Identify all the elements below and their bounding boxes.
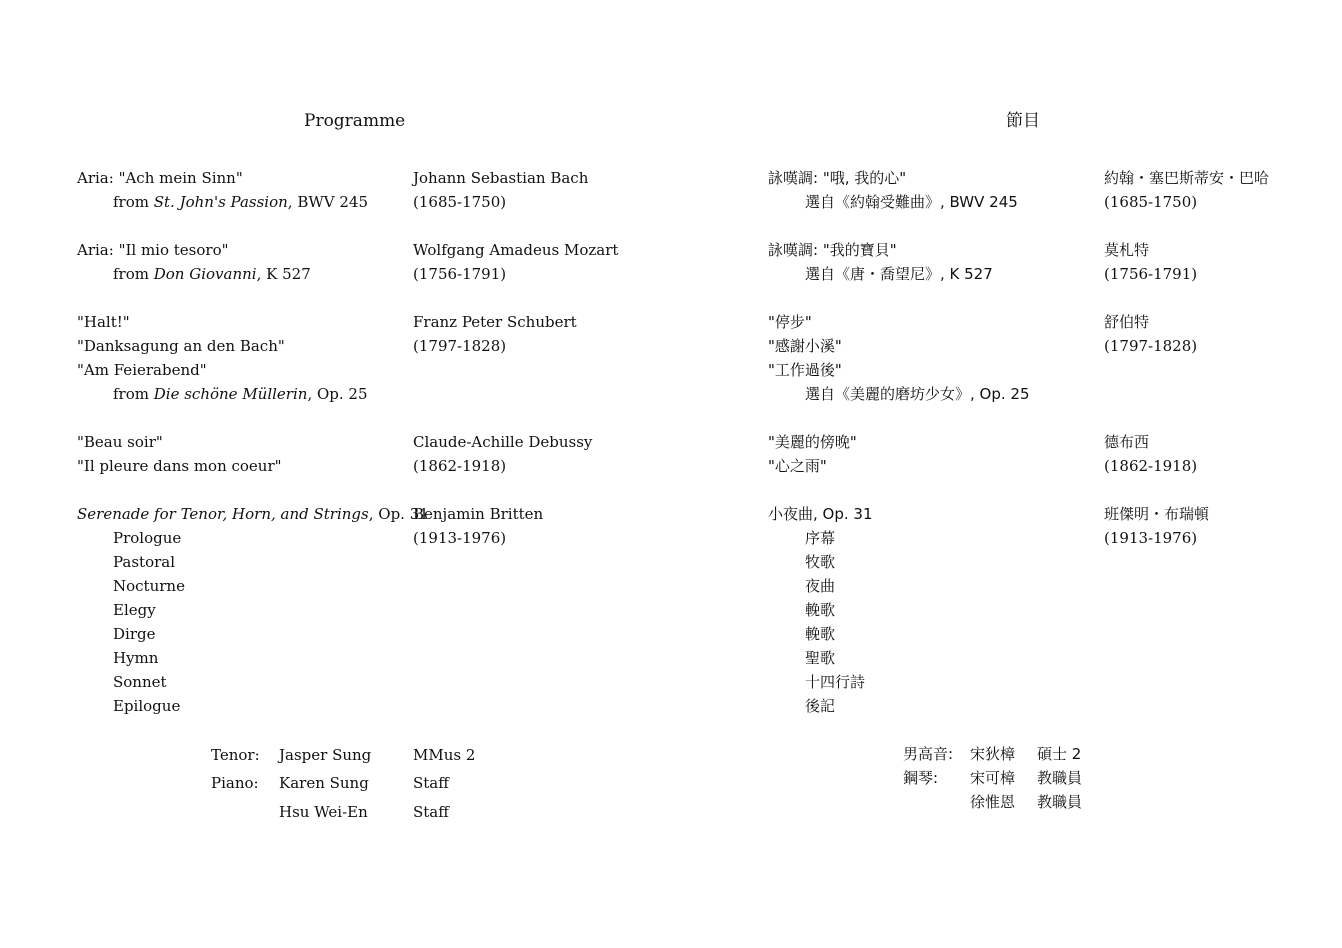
movement-item: Pastoral <box>113 553 176 571</box>
work-britten-title: Serenade for Tenor, Horn, and Strings, Op. 31 <box>77 505 429 523</box>
work-bach-source: from St. John's Passion, BWV 245 <box>113 193 369 211</box>
work-bach-piece: Aria: "Ach mein Sinn" <box>77 169 243 187</box>
movement-item: Hymn <box>113 649 159 667</box>
work-mozart-piece: Aria: "Il mio tesoro" <box>77 241 229 259</box>
composer-mozart-zh: 莫札特 <box>1104 241 1150 259</box>
work-schubert-piece: "Halt!" <box>77 313 130 331</box>
composer-bach-zh: 約翰・塞巴斯蒂安・巴哈 <box>1104 169 1270 187</box>
composer-bach-dates-zh: (1685-1750) <box>1104 193 1198 211</box>
movement-item-zh: 牧歌 <box>805 553 836 571</box>
movement-item: Sonnet <box>113 673 167 691</box>
performer-status: MMus 2 <box>413 746 476 764</box>
performer-role: Tenor: <box>211 746 260 764</box>
movement-item: Epilogue <box>113 697 181 715</box>
work-debussy-piece: "Il pleure dans mon coeur" <box>77 457 282 475</box>
movement-item-zh: 輓歌 <box>805 601 836 619</box>
programme-title: Programme <box>304 111 406 131</box>
work-bach-piece-zh: 詠嘆調: "哦, 我的心" <box>768 169 907 187</box>
movement-item: Elegy <box>113 601 156 619</box>
composer-schubert-dates-zh: (1797-1828) <box>1104 337 1198 355</box>
composer-debussy-dates: (1862-1918) <box>413 457 507 475</box>
performer-status-zh: 教職員 <box>1037 793 1083 811</box>
movement-item-zh: 後記 <box>805 697 836 715</box>
work-mozart-source: from Don Giovanni, K 527 <box>113 265 311 283</box>
composer-britten-zh: 班傑明・布瑞頓 <box>1104 505 1210 523</box>
performer-role: Piano: <box>211 774 259 792</box>
performer-role-zh: 鋼琴: <box>903 769 939 787</box>
movement-item: Prologue <box>113 529 182 547</box>
composer-debussy: Claude-Achille Debussy <box>413 433 593 451</box>
movement-item-zh: 夜曲 <box>805 577 836 595</box>
performer-name: Jasper Sung <box>279 746 372 764</box>
composer-britten: Benjamin Britten <box>413 505 544 523</box>
composer-bach: Johann Sebastian Bach <box>413 169 589 187</box>
composer-schubert-zh: 舒伯特 <box>1104 313 1150 331</box>
composer-schubert-dates: (1797-1828) <box>413 337 507 355</box>
work-debussy-piece-zh: "美麗的傍晚" <box>768 433 857 451</box>
movement-item-zh: 十四行詩 <box>805 673 866 691</box>
composer-debussy-zh: 德布西 <box>1104 433 1150 451</box>
performer-status: Staff <box>413 803 449 821</box>
movement-item: Dirge <box>113 625 156 643</box>
movement-item-zh: 聖歌 <box>805 649 836 667</box>
work-schubert-source-zh: 選自《美麗的磨坊少女》, Op. 25 <box>805 385 1030 403</box>
work-schubert-piece-zh: "工作過後" <box>768 361 842 379</box>
performer-name-zh: 徐惟恩 <box>970 793 1016 811</box>
composer-mozart-dates-zh: (1756-1791) <box>1104 265 1198 283</box>
composer-debussy-dates-zh: (1862-1918) <box>1104 457 1198 475</box>
work-britten-title-zh: 小夜曲, Op. 31 <box>768 505 873 523</box>
performer-status-zh: 碩士 2 <box>1037 745 1082 763</box>
performer-status-zh: 教職員 <box>1037 769 1083 787</box>
composer-mozart-dates: (1756-1791) <box>413 265 507 283</box>
work-mozart-piece-zh: 詠嘆調: "我的寶貝" <box>768 241 897 259</box>
work-debussy-piece: "Beau soir" <box>77 433 163 451</box>
movement-item: Nocturne <box>113 577 185 595</box>
programme-title-zh: 節目 <box>1006 111 1040 131</box>
work-bach-source-zh: 選自《約翰受難曲》, BWV 245 <box>805 193 1018 211</box>
performer-status: Staff <box>413 774 449 792</box>
performer-name-zh: 宋可樟 <box>970 769 1016 787</box>
work-debussy-piece-zh: "心之雨" <box>768 457 827 475</box>
performer-role-zh: 男高音: <box>903 745 954 763</box>
performer-name: Hsu Wei-En <box>279 803 368 821</box>
composer-bach-dates: (1685-1750) <box>413 193 507 211</box>
movement-item-zh: 序幕 <box>805 529 836 547</box>
work-schubert-piece: "Am Feierabend" <box>77 361 207 379</box>
performer-name-zh: 宋狄樟 <box>970 745 1016 763</box>
composer-schubert: Franz Peter Schubert <box>413 313 577 331</box>
composer-britten-dates: (1913-1976) <box>413 529 507 547</box>
composer-britten-dates-zh: (1913-1976) <box>1104 529 1198 547</box>
performer-name: Karen Sung <box>279 774 369 792</box>
work-schubert-source: from Die schöne Müllerin, Op. 25 <box>113 385 368 403</box>
movement-item-zh: 輓歌 <box>805 625 836 643</box>
work-mozart-source-zh: 選自《唐・喬望尼》, K 527 <box>805 265 993 283</box>
work-schubert-piece-zh: "感謝小溪" <box>768 337 842 355</box>
composer-mozart: Wolfgang Amadeus Mozart <box>413 241 619 259</box>
work-schubert-piece-zh: "停步" <box>768 313 812 331</box>
work-schubert-piece: "Danksagung an den Bach" <box>77 337 285 355</box>
